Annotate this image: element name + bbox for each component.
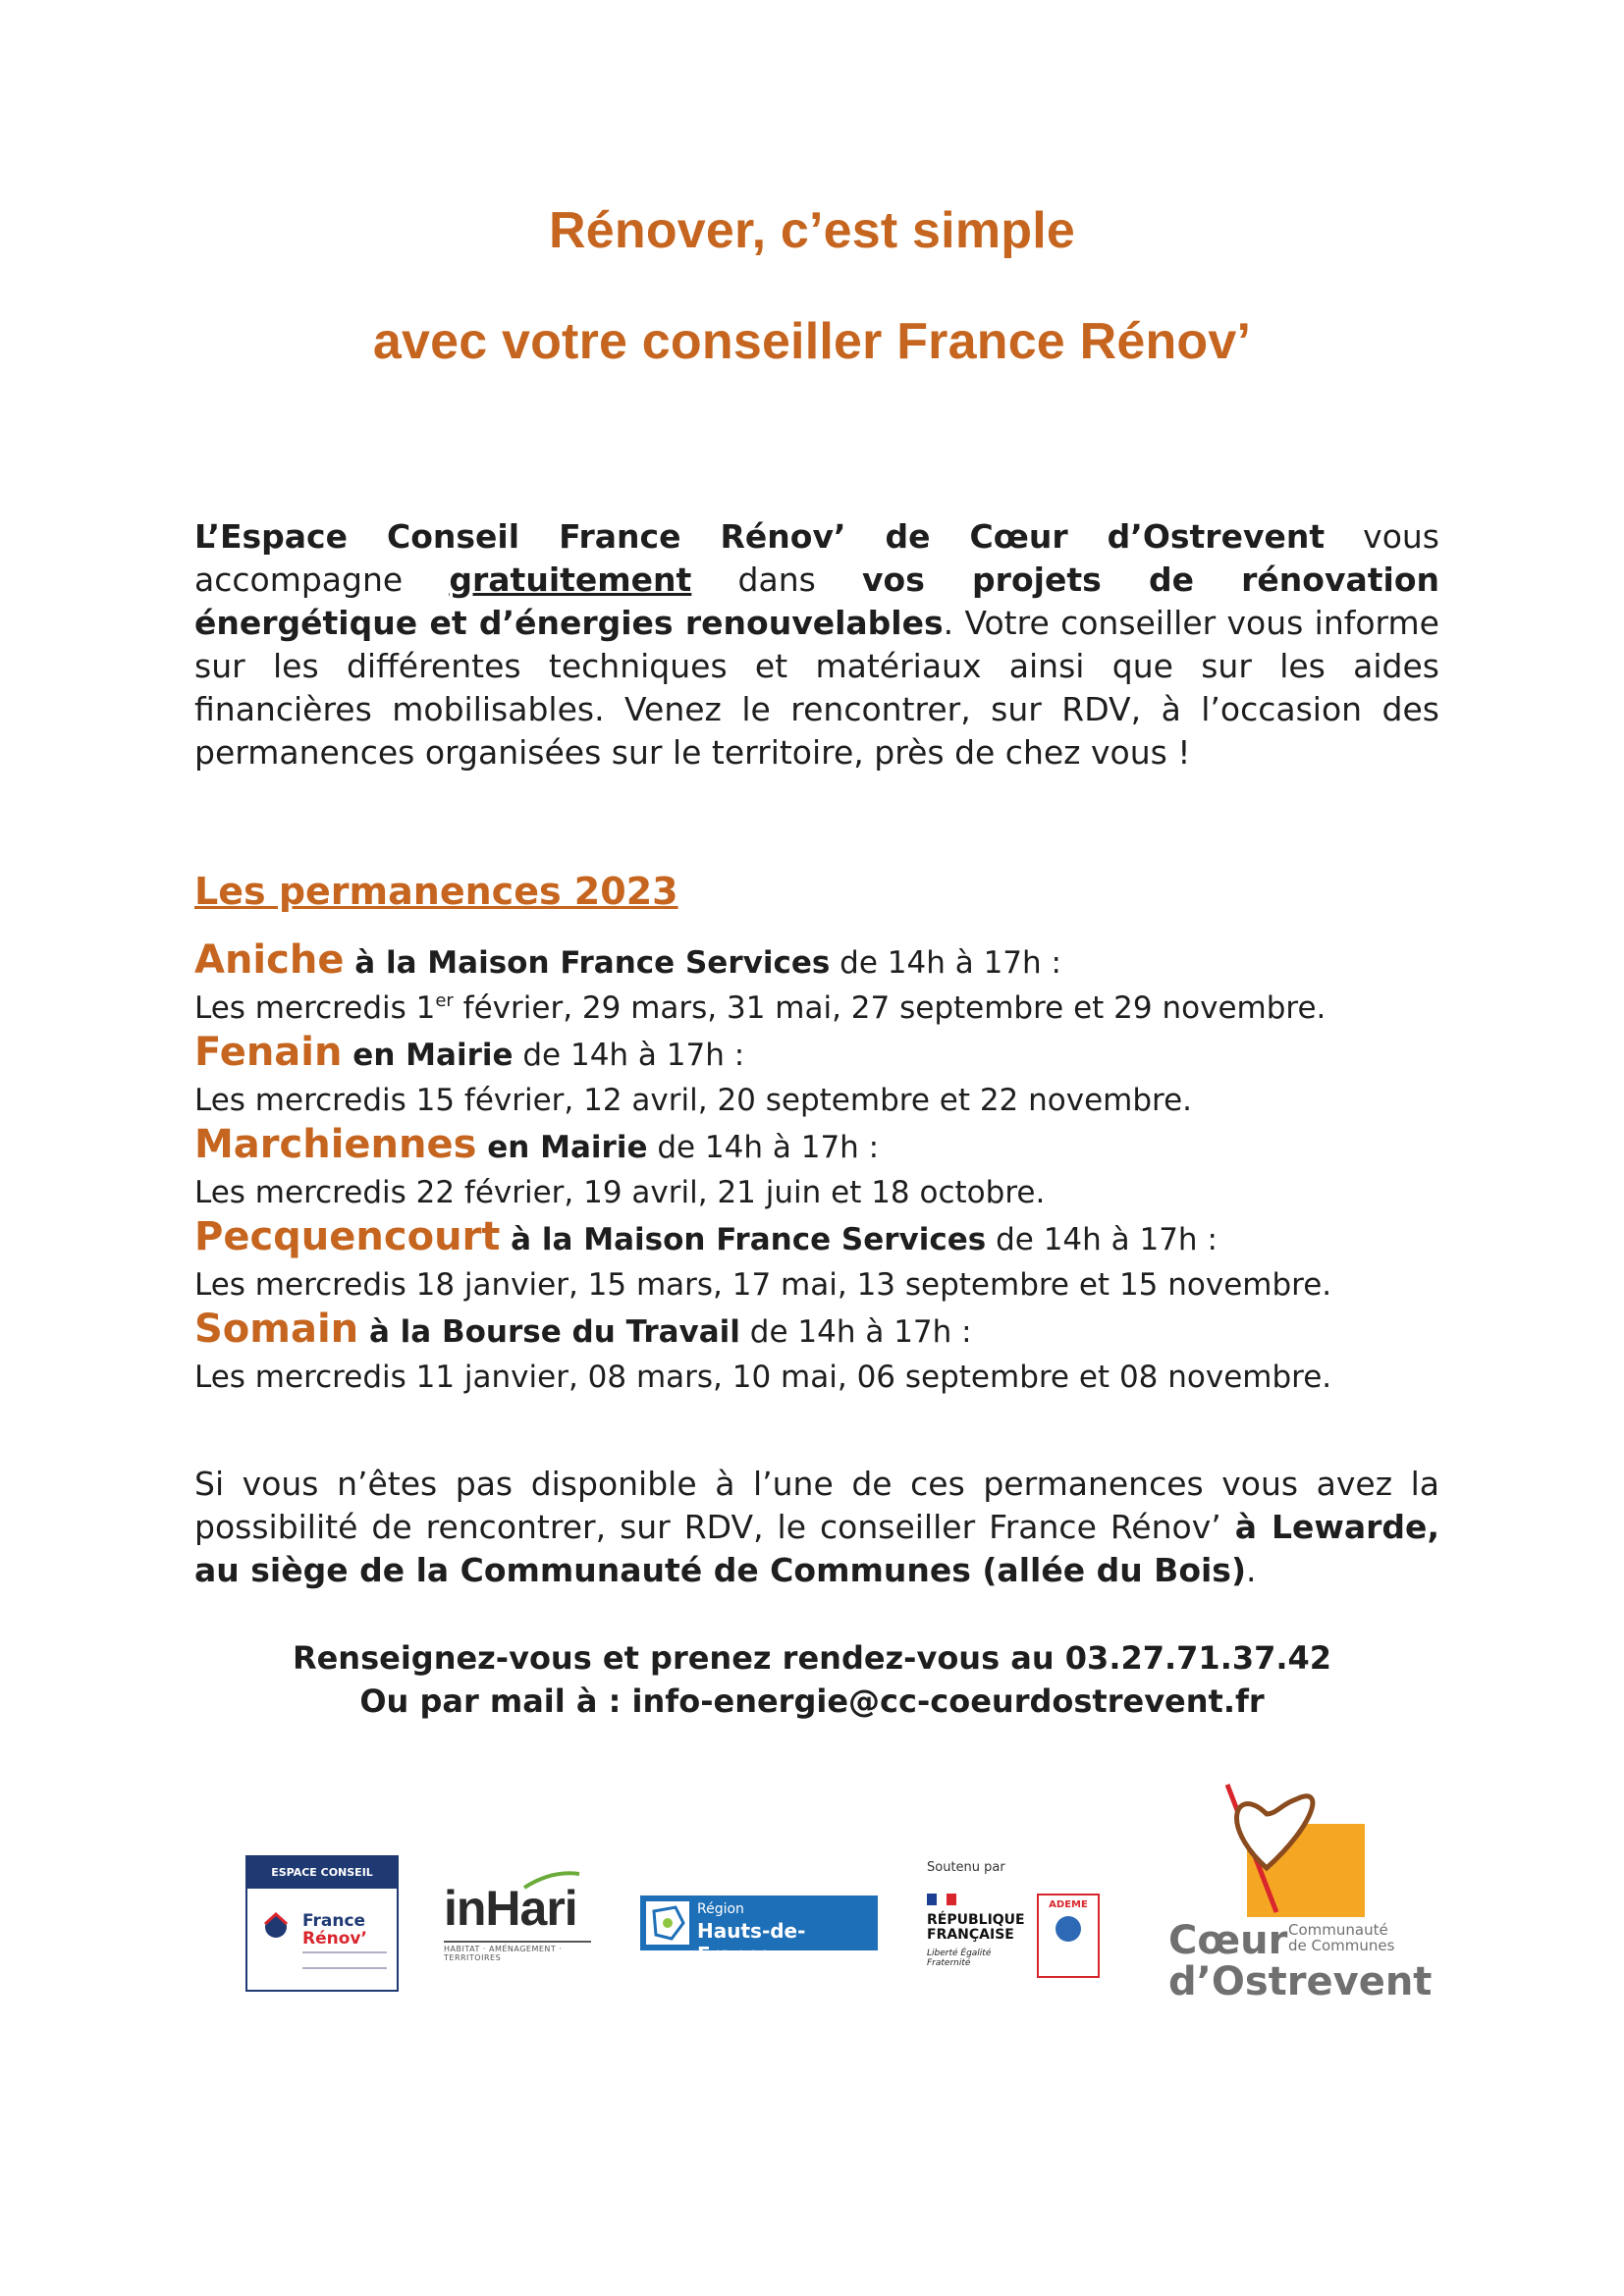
intro-text-4: dans xyxy=(691,561,863,599)
intro-bold-5: vos projets de rénovation énergétique et d’énergies renouvelables xyxy=(194,561,1440,642)
alt-text: Si vous n’êtes pas disponible à l’une de ces permanences vous avez la possibilité de rencontrer, sur RDV, le conseiller France Rénov’ xyxy=(194,1465,1439,1546)
town-name: Fenain xyxy=(194,1030,343,1075)
ostrevent-text: d’Ostrevent xyxy=(1168,1959,1433,2004)
republique: RÉPUBLIQUE xyxy=(927,1912,1025,1928)
hours: de 14h à 17h : xyxy=(739,1314,972,1350)
espace-subtitle-lines xyxy=(302,1951,387,1969)
permanence-pecquencourt xyxy=(194,1214,1461,1308)
permanence-fenain xyxy=(194,1030,1461,1123)
alt-bold: à Lewarde, au siège de la Communauté de Communes (allée du Bois) xyxy=(194,1508,1439,1589)
town-name: Somain xyxy=(194,1307,359,1352)
hours: de 14h à 17h : xyxy=(830,945,1061,981)
contact-phone: Renseignez-vous et prenez rendez-vous au 03.27.71.37.42 xyxy=(292,1639,1332,1677)
dates: Les mercredis 1 xyxy=(194,990,436,1026)
alt-end: . xyxy=(1246,1551,1257,1589)
espace-band-text: ESPACE CONSEIL xyxy=(247,1857,397,1889)
globe-icon xyxy=(1056,1916,1081,1942)
de-communes-text: de Communes xyxy=(1288,1937,1395,1954)
dates-sup: er xyxy=(435,990,454,1011)
republique-ademe-logo xyxy=(927,1860,1104,1983)
inhari-tagline: HABITAT · AMÉNAGEMENT · TERRITOIRES xyxy=(444,1941,591,1962)
permanence-marchiennes xyxy=(194,1122,1461,1215)
inhari-name: inHari xyxy=(444,1881,577,1936)
title-line-1: Rénover, c’est simple xyxy=(548,202,1075,259)
location: à la Maison France Services xyxy=(344,945,831,981)
francaise: FRANÇAISE xyxy=(927,1927,1014,1943)
espace-renov: Rénov’ xyxy=(302,1929,367,1949)
dates: Les mercredis 11 janvier, 08 mars, 10 mai, 06 septembre et 08 novembre. xyxy=(194,1360,1332,1395)
inhari-logo xyxy=(444,1880,591,1968)
location: en Mairie xyxy=(342,1038,514,1073)
location: en Mairie xyxy=(476,1130,648,1165)
hours: de 14h à 17h : xyxy=(986,1222,1218,1257)
ademe-name: ADEME xyxy=(1049,1899,1088,1910)
location: à la Maison France Services xyxy=(500,1222,987,1257)
house-icon xyxy=(261,1910,291,1940)
ademe-logo xyxy=(1037,1894,1100,1978)
town-name: Marchiennes xyxy=(194,1122,477,1167)
dates: Les mercredis 22 février, 19 avril, 21 juin et 18 octobre. xyxy=(194,1175,1046,1210)
alternative-paragraph xyxy=(194,1463,1439,1592)
hours: de 14h à 17h : xyxy=(513,1038,745,1073)
intro-paragraph xyxy=(194,515,1439,774)
dates: Les mercredis 18 janvier, 15 mars, 17 mai, 13 septembre et 15 novembre. xyxy=(194,1267,1332,1303)
communaute-text: Communauté xyxy=(1288,1921,1388,1939)
intro-text-2: vous accompagne xyxy=(194,517,1439,599)
title-line-2: avec votre conseiller France Rénov’ xyxy=(372,313,1252,370)
dates-rest: février, 29 mars, 31 mai, 27 septembre et 29 novembre. xyxy=(453,990,1326,1026)
location: à la Bourse du Travail xyxy=(358,1314,740,1350)
coeur-text: Cœur xyxy=(1168,1918,1288,1963)
leaf-icon xyxy=(522,1868,581,1890)
intro-text-6: . Votre conseiller vous informe sur les différentes techniques et matériaux ainsi que sur les aides financières mobilisables. Venez le rencontrer, sur RDV, à l’occasion des permanences organisées sur le territoire, près de chez vous ! xyxy=(194,604,1439,772)
permanence-somain xyxy=(194,1307,1461,1400)
intro-gratuitement: gratuitement xyxy=(449,561,692,599)
espace-france: France xyxy=(302,1911,366,1931)
contact-email: Ou par mail à : info-energie@cc-coeurdostrevent.fr xyxy=(359,1682,1265,1720)
french-flag-icon xyxy=(927,1894,956,1905)
coeur-ostrevent-logo xyxy=(1168,1775,1438,2004)
devise: Liberté Égalité Fraternité xyxy=(927,1949,992,1968)
permanence-aniche xyxy=(194,937,1461,1031)
heart-icon xyxy=(1208,1775,1365,1917)
region-label: Région xyxy=(697,1901,744,1917)
section-title: Les permanences 2023 xyxy=(194,870,678,913)
soutenu-par: Soutenu par xyxy=(927,1860,1005,1875)
town-name: Aniche xyxy=(194,937,345,983)
dates: Les mercredis 15 février, 12 avril, 20 septembre et 22 novembre. xyxy=(194,1083,1193,1118)
espace-conseil-logo xyxy=(245,1855,399,1992)
region-hdf-logo xyxy=(640,1896,878,1966)
region-map-icon xyxy=(646,1901,689,1945)
town-name: Pecquencourt xyxy=(194,1214,501,1259)
hours: de 14h à 17h : xyxy=(647,1130,880,1165)
intro-bold-1: L’Espace Conseil France Rénov’ de Cœur d’Ostrevent xyxy=(194,517,1326,556)
region-name: Hauts-de-France xyxy=(697,1919,806,1966)
